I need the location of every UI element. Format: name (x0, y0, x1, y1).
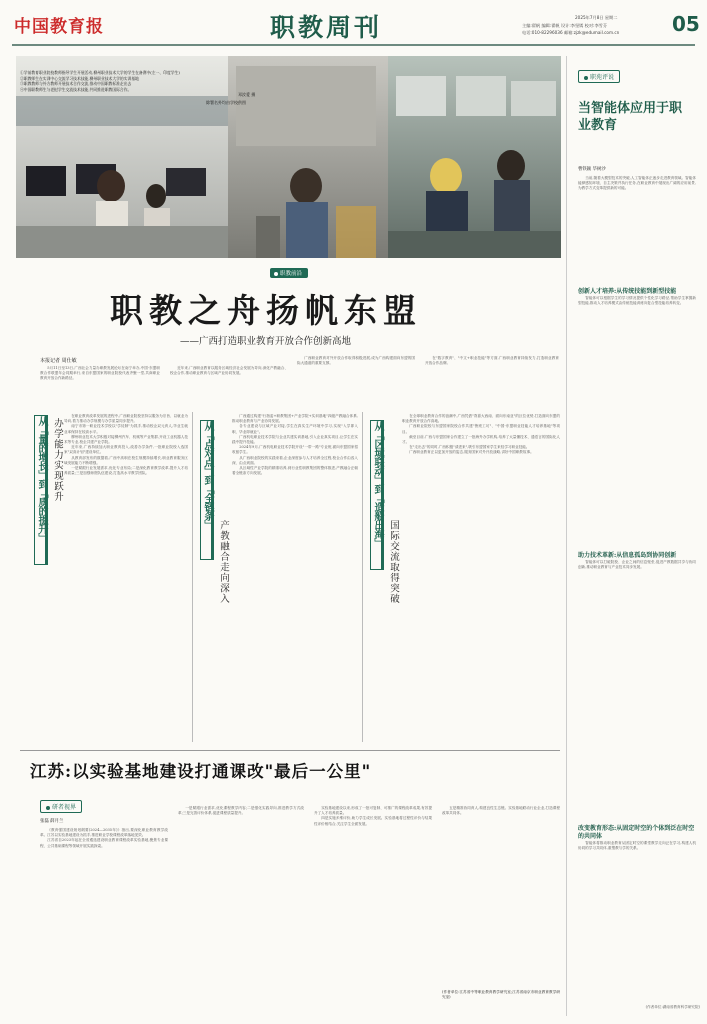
section-2-para: 各专业建设与区域产业对接,学生在真实生产环境中学习,实现"入学即入职、毕业即就业"。 (232, 424, 358, 434)
lead-col-1-text: 5月11日至13日,广西社会力量办职教发展论坛在南宁举办,中国-东盟职教合作联盟年会同期举行,来自东盟国家的职业院校代表齐聚一堂,共商职业教育开放合作新路径。 (40, 366, 160, 381)
opinion-sub-1 (578, 288, 696, 306)
section-1-para: 柳州职业技术大学积极对接柳州汽车、机械等产业集群,开设工业机器人技术等专业,校企共建产业学院。 (64, 434, 188, 445)
opinion-sub-2 (578, 552, 696, 570)
section-2-label: 从「点对点」到「全链条」 (202, 421, 213, 529)
badge-research-label: 研者视界 (52, 804, 77, 811)
jiangsu-col-3 (314, 806, 432, 827)
section-2-label-box (200, 420, 214, 560)
newspaper-logo: 中国教育报 (14, 17, 104, 37)
badge-opinion-label: 职苑评说 (590, 74, 615, 81)
section-2-sub: 产教融合走向深入 (218, 520, 229, 604)
badge-dot-icon (274, 272, 278, 276)
masthead (0, 0, 707, 46)
photo-caption-3: ③职教教师与外方教师开展技术合作交流,推动中国职教标准走出去 (20, 81, 132, 87)
section-2-para: 从区域性产业学院的精准培养,到行业性职教集团的整体推进,产教融合正朝着全链条方向发展。 (232, 466, 358, 476)
section-3-sub: 国际交流取得突破 (388, 520, 399, 604)
photo-caption-2: ②职教师生在实训中心交流学习技术技能,柳州职业技术大学的实训基地 (20, 75, 139, 81)
jiangsu-para: 五是精准协同育人,构建良性生态链。实验基地联动行业企业,打造课程改革共同体。 (442, 806, 560, 816)
main-subheadline: ——广西打造职业教育开放合作创新高地 (180, 336, 352, 347)
badge-frontier-label: 职教前沿 (280, 271, 303, 277)
photo-captions (20, 70, 320, 92)
opinion-sub-1-body (578, 296, 696, 306)
section-3-para: 在"走出去"的同时,广西积极"请进来",吸引东盟国家学生来桂学习职业技能。 (409, 445, 530, 450)
opinion-intro-text: 当前,随着大模型技术的突破,人工智能体正逐步走进教育领域。智能体能够感知环境、自主决策并执行任务,在职业教育中展现出广阔的应用前景,为教学方式变革提供新的可能。 (578, 176, 696, 191)
column-rule (192, 412, 193, 742)
opinion-sub-1-title: 创新人才培养:从传统技能到新型技能 (578, 288, 677, 295)
opinion-sub-1-text: 智能体可以根据学生的学习情况提供个性化学习路径,帮助学生掌握新型技能,推动人才培养模式由传统技能训练向复合型技能培养转变。 (578, 296, 696, 306)
jiangsu-para: 实验基地建设以来,形成了一批可复制、可推广的课程改革成果,有效提升了人才培养质量。 (314, 806, 432, 816)
contact-line: 电话:010-82296036 邮箱:zjzk@edumail.com.cn (522, 30, 620, 35)
jiangsu-col-2 (178, 806, 304, 816)
photo-collage (16, 56, 561, 258)
opinion-sub-2-text: 智能体可以打破院校、企业之间的信息壁垒,促进产教数据共享与协同创新,推动职业教育与产业技术同步发展。 (578, 560, 696, 570)
editors-line: 主编:翟帆 编辑:翟帆 设计:李坚嫣 校对:李雪芬 (522, 23, 608, 28)
badge-dot-icon (584, 76, 588, 80)
section-3-label: 从「区域联动」到「造船出海」 (372, 421, 383, 547)
section-1-body (64, 414, 188, 476)
section-1-para: 一是紧跟行业发展需求,优化专业布局;二是深化教育教学改革,提升人才培养质量;三是加强师资队伍建设,打造高水平教学团队。 (64, 466, 188, 476)
lead-col-3 (297, 356, 415, 366)
jiangsu-author-note: (作者单位:江苏省中等职业教育教学研究室;江苏省南京市职业教育教学研究室) (442, 990, 560, 1000)
section-3-label-box (370, 420, 384, 570)
jiangsu-para: 江苏省自2023年起在全省遴选建设职业教育课程改革实验基地,聚焦专业课程、公共基础课程等领域开展实践探索。 (40, 838, 168, 848)
date-line: 2025年7月8日 星期二 (575, 15, 618, 20)
section-1-para: 在职业教育改革发展的进程中,广西职业院校坚持以服务为宗旨、以就业为导向,着力推动办学规模与办学质量同步提升。 (64, 414, 188, 424)
section-1-sub: 办学能力实现跃升 (52, 418, 63, 502)
section-1-para: 近年来,广西持续加大职业教育投入,改善办学条件,一批职业院校入选国家"双高计划"建设单位。 (64, 445, 188, 455)
jiangsu-para: 一是紧跟行业需求,优化课程教学内容;二是强化实践导向,推进教学方式改革;三是完善评价体系,促进课程质量提升。 (178, 806, 304, 816)
section-title: 职教周刊 (270, 13, 383, 42)
opinion-sub-3 (578, 825, 696, 851)
jiangsu-col-1 (40, 828, 168, 849)
section-1-label: 从「量的增长」到「质的提升」 (36, 416, 47, 542)
opinion-sub-2-title: 助力技术革新:从信息孤岛到协同创新 (578, 552, 677, 559)
jiangsu-authors: 张磊 薛月兰 (40, 819, 64, 824)
opinion-author: 曹铁颖 毕树沙 (578, 167, 606, 172)
section-1-para: 从教育部发布的数据看,广西中高职在校生规模持续增长,职业教育服务区域发展能力不断增强。 (64, 455, 188, 465)
section-2-body (232, 414, 358, 476)
main-headline: 职教之舟扬帆东盟 (110, 291, 422, 330)
section-3-para: 截至目前,广西与东盟国家合作建立了一批海外办学机构,培养了大量懂技术、通语言的国际化人才。 (402, 434, 560, 445)
section-2-para: 广西通过构建"行指委+职教集团+产业学院+实训基地"四级产教融合体系,推动职业教育与产业协同发展。 (232, 414, 358, 424)
section-badge-opinion (578, 70, 620, 83)
section-badge-frontier (270, 268, 308, 278)
lead-col-2-text: 近年来,广西职业教育以服务区域经济社会发展为导向,深化产教融合、校企合作,推动职业教育与区域产业协同发展。 (170, 366, 288, 376)
lead-col-3-text: 广西职业教育对外开放合作取得积极进展,成为广西构建面向东盟的国际大通道的重要支撑。 (297, 356, 415, 366)
jiangsu-headline: 江苏:以实验基地建设打通课改"最后一公里" (30, 762, 372, 781)
section-3-para: 广西职业教育正以更加开放的姿态,服务国家对外开放战略,讲好中国职教故事。 (409, 450, 534, 455)
badge-dot-icon (46, 806, 50, 810)
opinion-sub-2-body (578, 560, 696, 570)
byline: 本报记者 周仕敏 (40, 358, 77, 364)
photo-credit: 邓汝愛 摄 (238, 92, 256, 97)
jiangsu-col-4 (442, 806, 560, 816)
section-badge-research (40, 800, 82, 813)
opinion-sub-3-title: 改变教育形态:从固定时空的个体到泛在时空的共同体 (578, 825, 695, 840)
opinion-sub-3-body (578, 841, 696, 851)
section-1-para: 南宁市第一职业技术学校以"学徒制"为抓手,推动校企双元育人,毕业生就业率保持在较高水平。 (64, 424, 188, 434)
opinion-title: 当智能体应用于职业教育 (578, 101, 683, 133)
photo-credit-note: 除署名外均由学校供图 (206, 100, 246, 105)
lead-col-1 (40, 366, 160, 382)
lead-col-4-text: 在"数字教育"、"中文+职业技能"等方面,广西职业教育持续发力,打造职业教育开放合作品牌。 (425, 356, 559, 366)
column-rule (362, 412, 363, 742)
opinion-intro (578, 176, 696, 192)
jiangsu-para: 《教育强国建设规划纲要(2024—2035年)》指出,要深化职业教育教学改革。江苏以实验基地建设为抓手,推进职业学校课程改革落地见效。 (40, 828, 168, 838)
section-3-para: 广西职业院校与东盟国家院校合作共建"鲁班工坊"、"中国-东盟职业技能人才培养基地"等项目。 (402, 424, 560, 434)
section-2-para: 从广西职业院校的实践来看,企业深度参与人才培养全过程,校企合作由浅入深、由点到面。 (232, 455, 358, 465)
lead-col-4 (425, 356, 559, 366)
page-number: 05 (672, 12, 700, 36)
opinion-sub-3-text: 智能体将推动职业教育从固定时空的课堂教学走向泛在学习,构建人机协同的学习共同体,重塑教与学的关系。 (578, 841, 696, 851)
photo-caption-1: ①学前教育职业院校教师指导学生开展活动,柳州职业技术大学的学生在备赛中(左一、印度学生) (20, 70, 180, 75)
right-column-rule (566, 56, 567, 1016)
section-1-label-box (34, 415, 48, 565)
photo-caption-4: ④中国职教师生与老挝学生交流技术技能,共同推进职教国际合作。 (20, 86, 132, 92)
lead-col-2 (170, 366, 288, 376)
section-3-body (402, 414, 560, 456)
section-3-para: 在全球职业教育合作的浪潮中,广西凭借"背靠大西南、面向东南亚"的区位优势,打造面向东盟的职业教育开放合作高地。 (402, 414, 560, 424)
section-2-para: 广西机电职业技术学院与企业共建实训基地,引入企业真实项目,让学生在实践中提升技能。 (232, 434, 358, 445)
opinion-author-note: (作者单位:湖南省教育科学研究院) (645, 1005, 700, 1009)
masthead-rule (12, 44, 695, 46)
section-divider (20, 750, 560, 751)
jiangsu-para: 四是实施多维评价,助力学生成长发展。实验基地将过程性评价与结果性评价相结合,关注学生全面发展。 (314, 816, 432, 826)
section-2-para: 2024年9月,广西机电职业技术学院开设"一带一路"专业班,面向东盟国家招收留学生。 (232, 445, 358, 455)
